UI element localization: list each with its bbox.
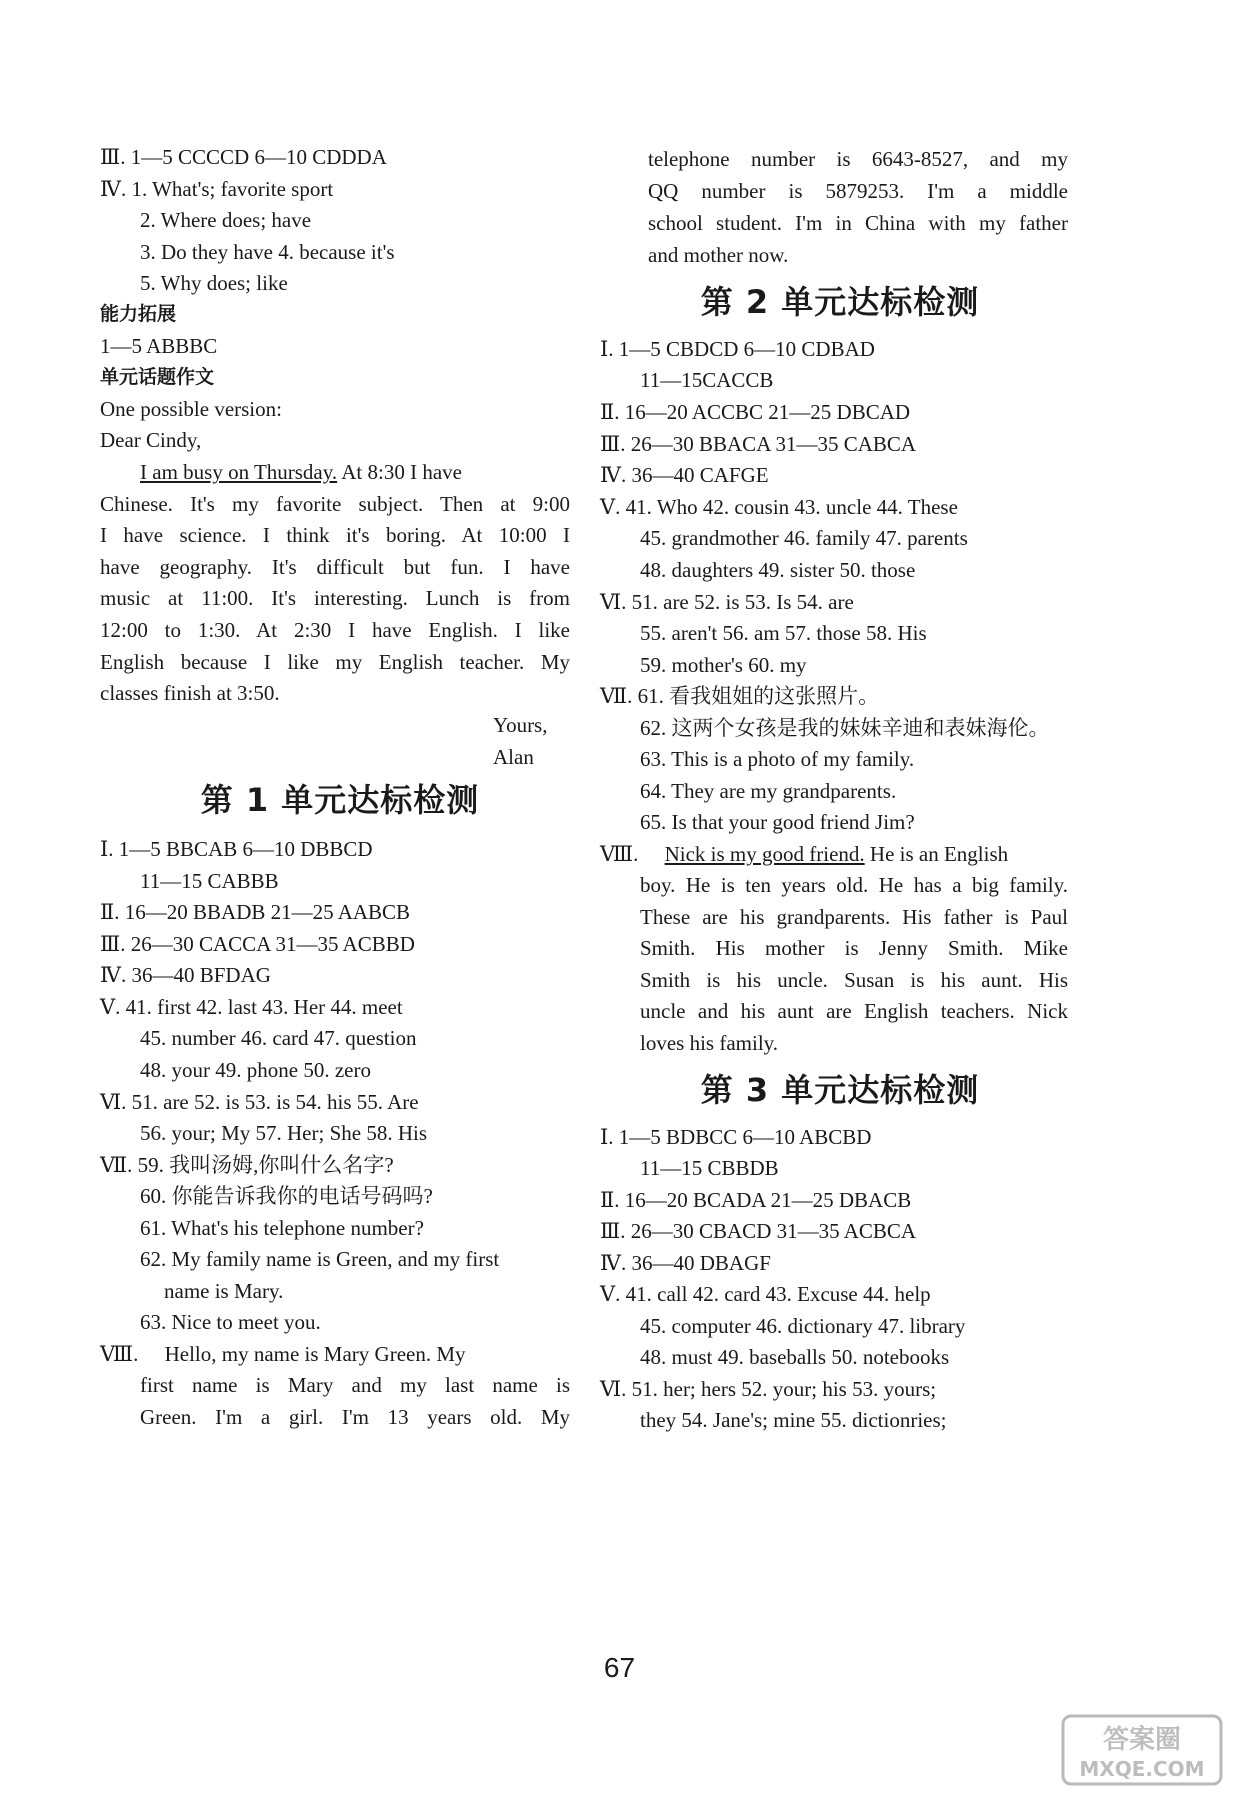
essay-line: Ⅷ. Hello, my name is Mary Green. My [100, 1342, 466, 1366]
essay-line: classes finish at 3:50. [100, 681, 280, 705]
topic-sentence: Nick is my good friend. [664, 842, 865, 866]
answer-line: 5. Why does; like [140, 271, 288, 295]
answer-line: Ⅴ. 41. Who 42. cousin 43. uncle 44. These [600, 495, 958, 519]
answer-line: 64. They are my grandparents. [640, 779, 897, 803]
essay-line: I have science. I think it's boring. At 10:00 I [100, 523, 570, 547]
essay-line: Smith is his uncle. Susan is his aunt. His [640, 968, 1068, 992]
answer-line: 2. Where does; have [140, 208, 312, 232]
answer-line: Ⅳ. 36—40 CAFGE [600, 463, 769, 487]
answer-line: 11—15 CABBB [140, 869, 279, 893]
essay-line: QQ number is 5879253. I'm a middle [648, 179, 1068, 203]
answer-line: Ⅵ. 51. her; hers 52. your; his 53. yours; [600, 1377, 937, 1401]
answer-line: Ⅵ. 51. are 52. is 53. Is 54. are [600, 590, 854, 614]
answer-line: Ⅵ. 51. are 52. is 53. is 54. his 55. Are [100, 1090, 419, 1114]
essay-line: English because I like my English teacher. My [100, 650, 570, 674]
watermark-bottom: MXQE.COM [1079, 1757, 1205, 1781]
essay-closing: Yours, [493, 713, 548, 737]
answer-line: 65. Is that your good friend Jim? [640, 810, 915, 834]
answer-line: Ⅱ. 16—20 ACCBC 21—25 DBCAD [600, 400, 911, 424]
unit-title: 第 1 单元达标检测 [200, 781, 480, 819]
answer-line: 11—15CACCB [640, 368, 774, 392]
answer-line: Ⅴ. 41. first 42. last 43. Her 44. meet [100, 995, 403, 1019]
essay-line: boy. He is ten years old. He has a big family. [640, 873, 1068, 897]
answer-line: Ⅲ. 26—30 BBACA 31—35 CABCA [600, 432, 917, 456]
essay-line: and mother now. [648, 243, 789, 267]
essay-line: first name is Mary and my last name is [140, 1373, 570, 1397]
answer-line: 3. Do they have 4. because it's [140, 240, 395, 264]
answer-line: Ⅱ. 16—20 BCADA 21—25 DBACB [600, 1188, 912, 1212]
answer-line: 56. your; My 57. Her; She 58. His [140, 1121, 427, 1145]
answer-line: 48. must 49. baseballs 50. notebooks [640, 1345, 950, 1369]
answer-line: 11—15 CBBDB [640, 1156, 779, 1180]
answer-line: Ⅲ. 1—5 CCCCD 6—10 CDDDA [100, 145, 387, 169]
answer-line: Ⅶ. 61. 看我姐姐的这张照片。 [600, 684, 880, 708]
essay-intro: One possible version: [100, 397, 282, 421]
answer-line: 60. 你能告诉我你的电话号码吗? [140, 1184, 433, 1208]
answer-line: Ⅰ. 1—5 BBCAB 6—10 DBBCD [100, 837, 373, 861]
topic-sentence: I am busy on Thursday. [140, 460, 338, 484]
answer-line: name is Mary. [164, 1279, 284, 1303]
answer-line: Ⅶ. 59. 我叫汤姆,你叫什么名字? [100, 1153, 394, 1177]
answer-line: Ⅲ. 26—30 CBACD 31—35 ACBCA [600, 1219, 917, 1243]
essay-line [100, 455, 610, 489]
essay-salutation: Dear Cindy, [100, 428, 202, 452]
page-number: 67 [603, 1652, 636, 1683]
answer-line: 48. your 49. phone 50. zero [140, 1058, 371, 1082]
answer-line: 1—5 ABBBC [100, 334, 218, 358]
essay-line: 12:00 to 1:30. At 2:30 I have English. I like [100, 618, 570, 642]
answer-line: they 54. Jane's; mine 55. dictionries; [640, 1408, 947, 1432]
essay-line: loves his family. [640, 1031, 779, 1055]
unit-title: 第 3 单元达标检测 [700, 1071, 980, 1109]
answer-line: 45. number 46. card 47. question [140, 1026, 417, 1050]
essay-line: uncle and his aunt are English teachers. Nick [640, 999, 1068, 1023]
answer-line: 62. My family name is Green, and my first [140, 1247, 500, 1271]
answer-line: Ⅰ. 1—5 BDBCC 6—10 ABCBD [600, 1125, 872, 1149]
essay-line: telephone number is 6643-8527, and my [648, 147, 1068, 171]
answer-line: 48. daughters 49. sister 50. those [640, 558, 916, 582]
essay-line: Green. I'm a girl. I'm 13 years old. My [140, 1405, 570, 1429]
answer-line: Ⅱ. 16—20 BBADB 21—25 AABCB [100, 900, 411, 924]
answer-line: 63. Nice to meet you. [140, 1310, 321, 1334]
answer-line: 61. What's his telephone number? [140, 1216, 424, 1240]
watermark-logo [1057, 1710, 1227, 1790]
essay-line: school student. I'm in China with my father [648, 211, 1068, 235]
watermark-top: 答案圈 [1102, 1725, 1182, 1755]
essay-line: Smith. His mother is Jenny Smith. Mike [640, 936, 1068, 960]
essay-line [600, 837, 1070, 871]
answer-line: 62. 这两个女孩是我的妹妹辛迪和表妹海伦。 [640, 716, 1050, 740]
answer-line: Ⅰ. 1—5 CBDCD 6—10 CDBAD [600, 337, 875, 361]
essay-line: music at 11:00. It's interesting. Lunch is from [100, 586, 570, 610]
answer-line: 45. computer 46. dictionary 47. library [640, 1314, 966, 1338]
answer-line: Ⅳ. 36—40 DBAGF [600, 1251, 771, 1275]
answer-line: 55. aren't 56. am 57. those 58. His [640, 621, 927, 645]
unit-title: 第 2 单元达标检测 [700, 283, 980, 321]
answer-line: 59. mother's 60. my [640, 653, 807, 677]
section-heading: 能力拓展 [100, 303, 177, 325]
answer-line: Ⅲ. 26—30 CACCA 31—35 ACBBD [100, 932, 415, 956]
essay-line: These are his grandparents. His father is Paul [640, 905, 1068, 929]
answer-line: 45. grandmother 46. family 47. parents [640, 526, 968, 550]
essay-signature: Alan [493, 745, 534, 769]
essay-text: At 8:30 I have [337, 460, 462, 484]
section-numeral: Ⅷ. [600, 842, 665, 866]
section-heading: 单元话题作文 [100, 366, 215, 388]
answer-line: 63. This is a photo of my family. [640, 747, 915, 771]
essay-line: Chinese. It's my favorite subject. Then at 9:00 [100, 492, 570, 516]
answer-line: Ⅳ. 36—40 BFDAG [100, 963, 271, 987]
answer-line: Ⅴ. 41. call 42. card 43. Excuse 44. help [600, 1282, 931, 1306]
essay-line: have geography. It's difficult but fun. I have [100, 555, 570, 579]
essay-text: He is an English [864, 842, 1009, 866]
answer-line: Ⅳ. 1. What's; favorite sport [100, 177, 334, 201]
